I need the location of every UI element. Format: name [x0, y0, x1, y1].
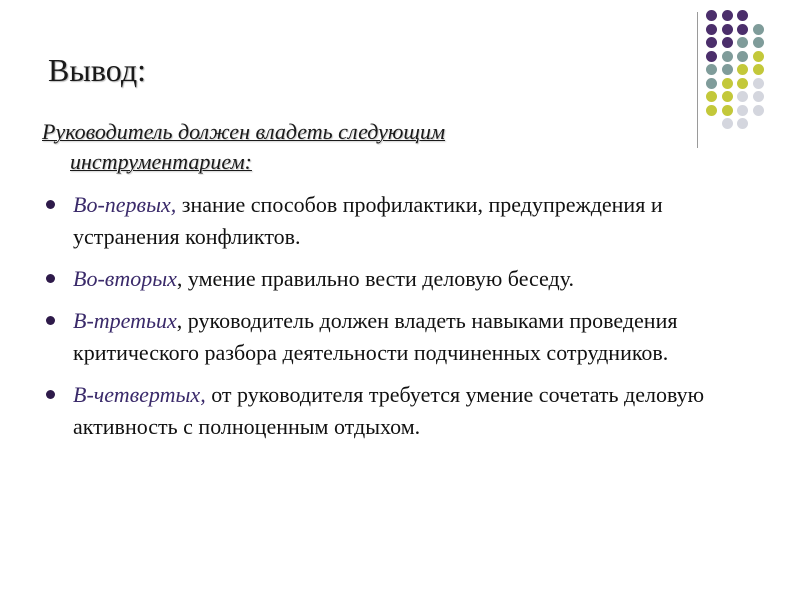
decor-dot	[706, 105, 717, 116]
bullet-dot-icon	[46, 316, 55, 325]
bullet-text: знание способов профилактики, предупреждения и устранения конфликтов.	[73, 192, 663, 249]
decor-dot	[722, 78, 733, 89]
decor-dot	[737, 118, 748, 129]
decor-dot	[737, 91, 748, 102]
bullet-text: , руководитель должен владеть навыками проведения критического разбора деятельности подчиненных сотрудников.	[73, 308, 678, 365]
decor-dot	[722, 37, 733, 48]
decor-dot	[706, 64, 717, 75]
decor-dot	[753, 51, 764, 62]
bullet-text: от руководителя требуется умение сочетать деловую активность с полноценным отдыхом.	[73, 382, 705, 439]
decor-dot	[753, 105, 764, 116]
bullet-lead: В-четвертых,	[73, 382, 206, 407]
decor-dot	[722, 118, 733, 129]
decor-dot	[753, 64, 764, 75]
decor-dot	[737, 51, 748, 62]
decor-dot	[722, 51, 733, 62]
bullet-text: , умение правильно вести деловую беседу.	[176, 266, 575, 291]
bullet-lead: Во-первых,	[73, 192, 177, 217]
vertical-divider	[697, 12, 698, 148]
decor-dot	[737, 37, 748, 48]
bullet-item	[46, 379, 766, 443]
decor-dot	[706, 78, 717, 89]
decor-dot	[737, 10, 748, 21]
decor-dot	[722, 10, 733, 21]
decor-dot	[706, 37, 717, 48]
decor-dot	[722, 91, 733, 102]
decor-dot	[737, 78, 748, 89]
subtitle-line-2: инструментарием:	[70, 149, 252, 174]
bullet-item	[46, 189, 766, 253]
bullet-dot-icon	[46, 274, 55, 283]
decor-dot	[753, 24, 764, 35]
bullet-item	[46, 305, 766, 369]
decor-dot	[722, 105, 733, 116]
decor-dot	[753, 91, 764, 102]
bullet-dot-icon	[46, 390, 55, 399]
decor-dot	[722, 24, 733, 35]
decor-dot	[706, 51, 717, 62]
bullet-lead: В-третьих	[73, 308, 177, 333]
decor-dot	[706, 10, 717, 21]
subtitle	[42, 117, 642, 177]
decor-dot	[722, 64, 733, 75]
decor-dot	[737, 24, 748, 35]
bullet-item	[46, 263, 766, 295]
decor-dot	[737, 105, 748, 116]
decor-dot	[737, 64, 748, 75]
decor-dot	[753, 78, 764, 89]
decorative-dot-grid	[706, 10, 776, 135]
decor-dot	[753, 37, 764, 48]
subtitle-line-1: Руководитель должен владеть следующим	[42, 119, 446, 144]
bullet-dot-icon	[46, 200, 55, 209]
slide-title: Вывод:	[48, 52, 146, 88]
decor-dot	[706, 91, 717, 102]
decor-dot	[706, 24, 717, 35]
bullet-lead: Во-вторых	[73, 266, 177, 291]
bullet-list	[46, 189, 766, 443]
